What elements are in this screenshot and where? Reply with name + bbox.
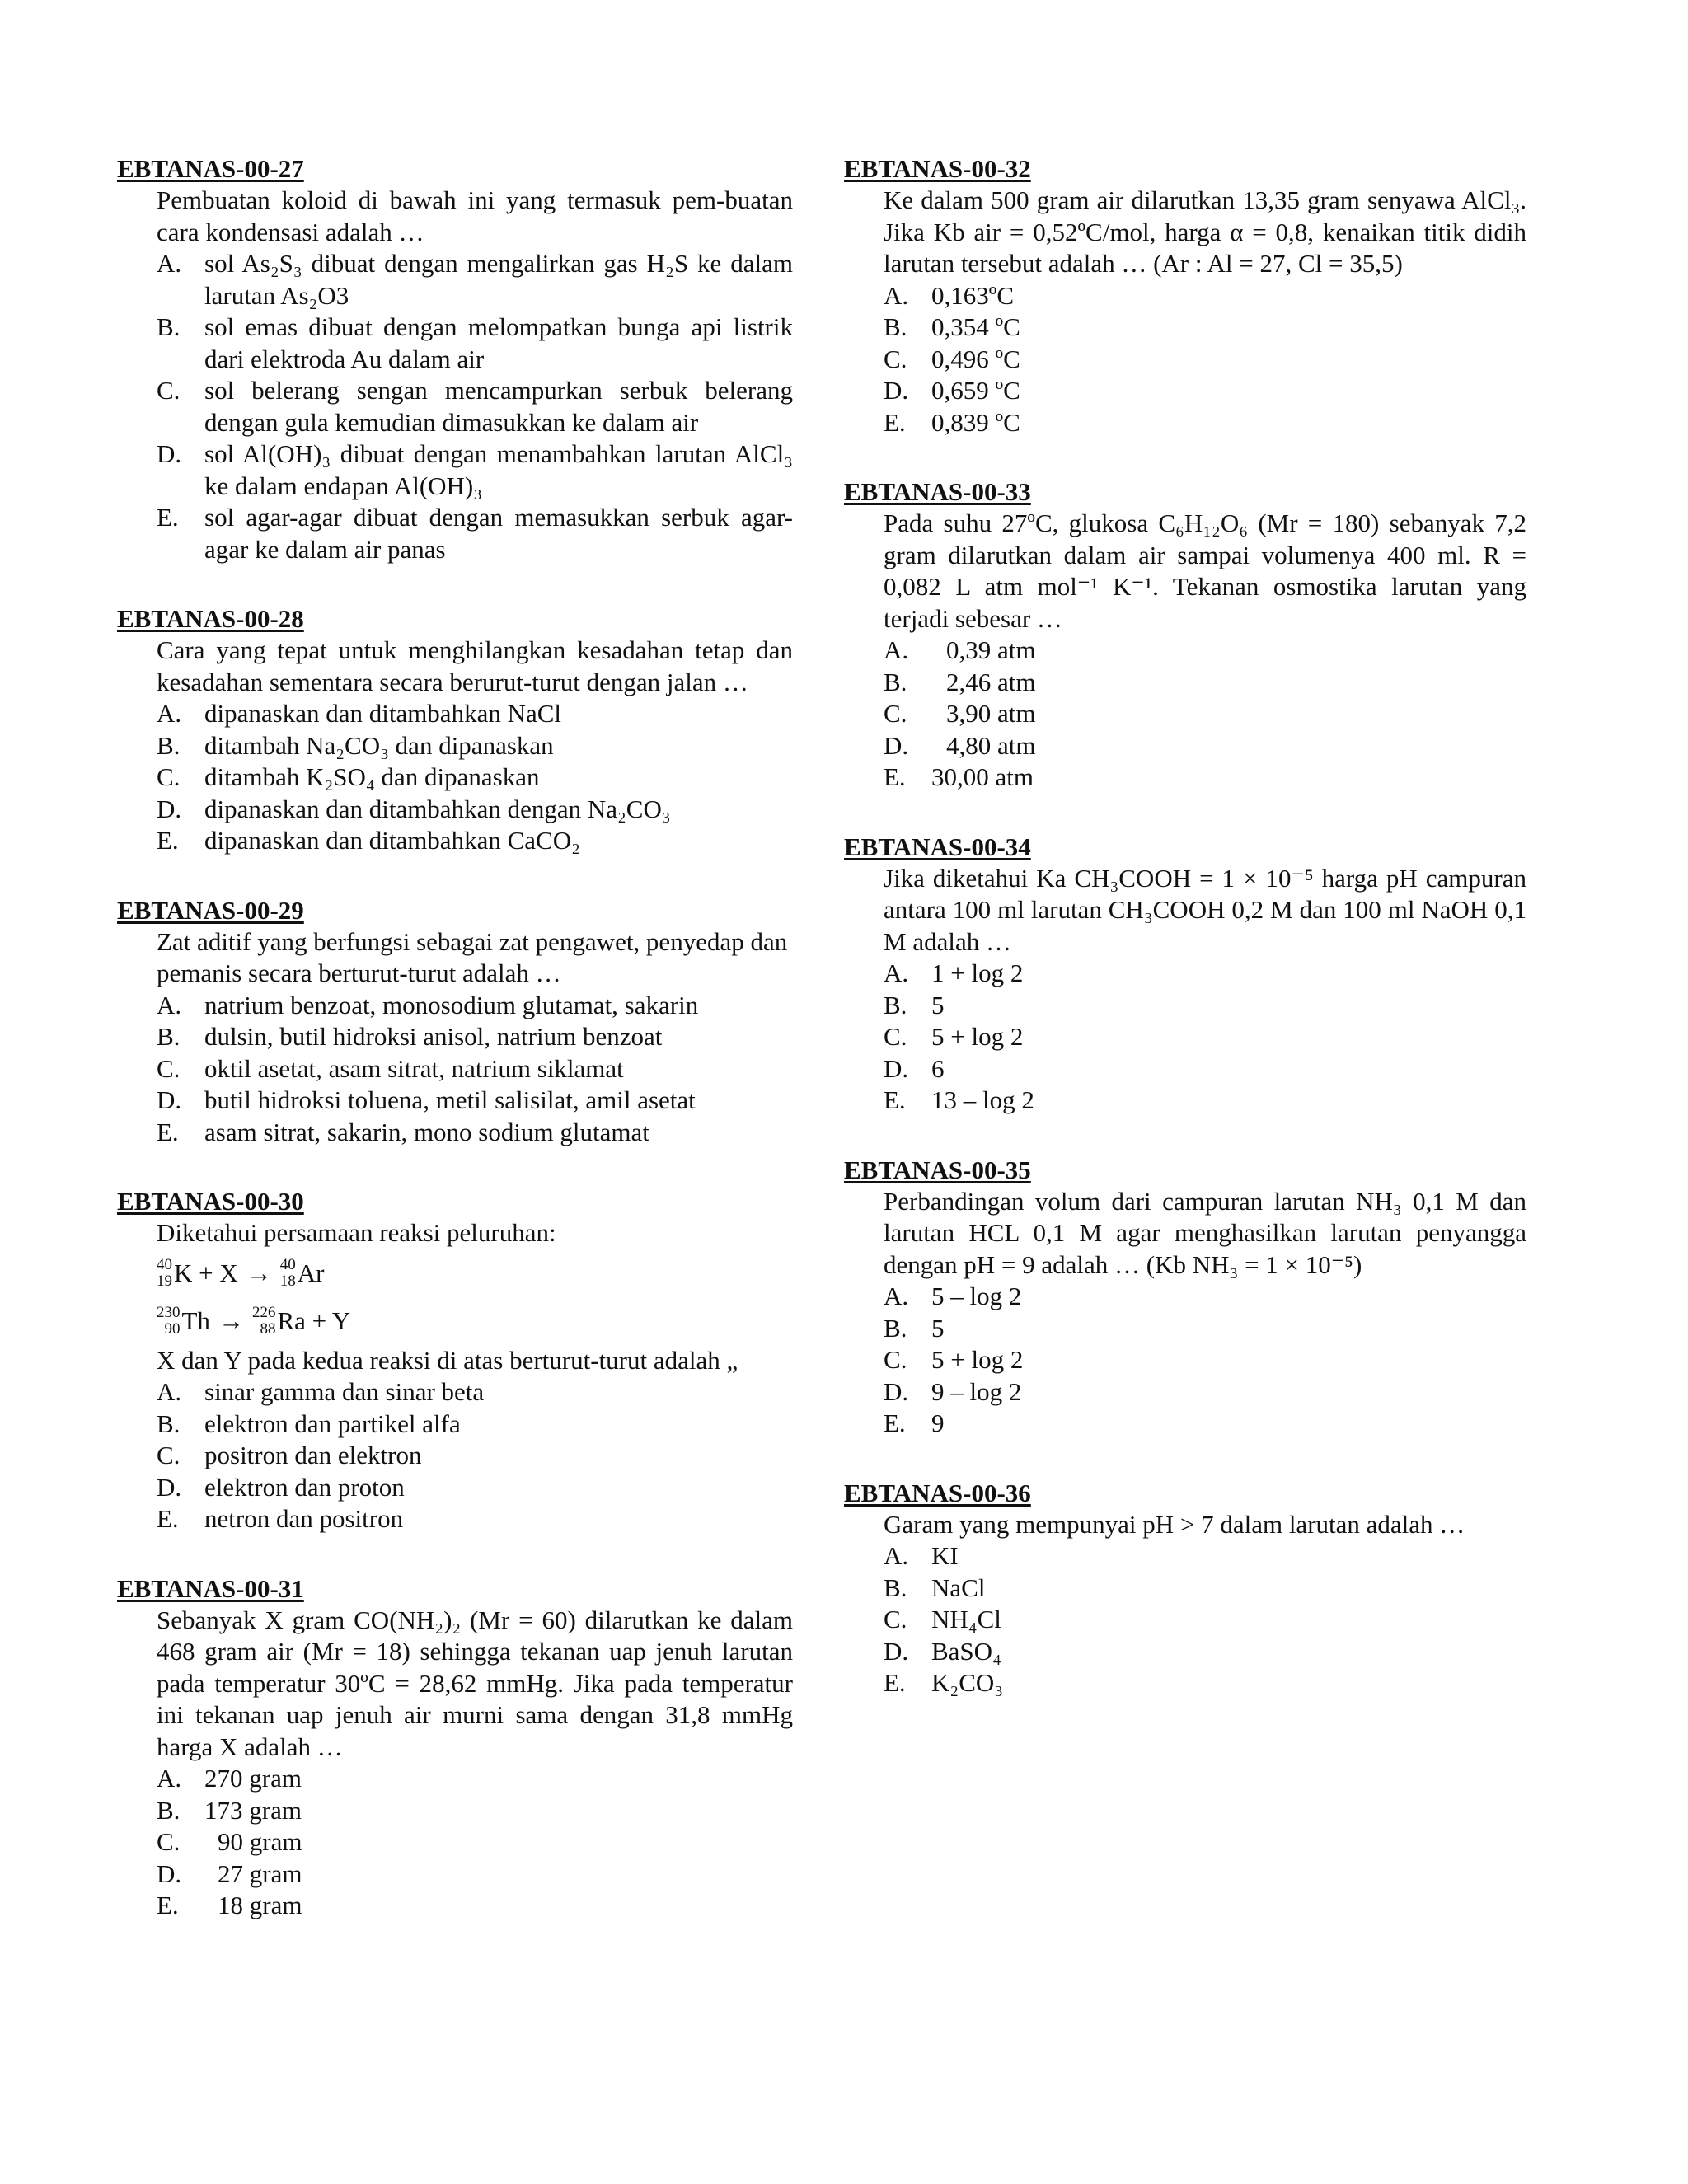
option-text: NaCl	[931, 1572, 986, 1602]
option-text: sol As₂S₃ dibuat dengan mengalirkan gas H₂S ke dalam larutan As₂O3	[204, 249, 793, 310]
option-d	[157, 1858, 793, 1891]
mass-number: 226	[251, 1303, 276, 1321]
option-text: netron dan positron	[204, 1504, 404, 1533]
question-header: EBTANAS-00-27	[117, 154, 304, 183]
option-letter: C.	[157, 1827, 181, 1856]
option-letter: C.	[157, 376, 181, 405]
option-a	[884, 280, 1526, 312]
option-text: ditambah K₂SO₄ dan dipanaskan	[204, 762, 540, 791]
option-text: sol Al(OH)₃ dibuat dengan menambahkan larutan AlCl₃ ke dalam endapan Al(OH)₃	[204, 439, 793, 500]
option-b	[884, 667, 1526, 699]
option-b	[884, 1572, 1526, 1605]
option-text: dipanaskan dan ditambahkan CaCO₂	[204, 826, 580, 855]
option-text: 0,39 atm	[946, 635, 1036, 664]
option-d	[884, 730, 1526, 762]
option-letter: A.	[157, 1377, 182, 1406]
option-c	[157, 1440, 793, 1472]
option-letter: A.	[884, 280, 909, 310]
option-letter: C.	[157, 762, 181, 791]
option-b	[157, 1795, 793, 1827]
option-letter: D.	[884, 376, 909, 405]
option-letter: A.	[884, 1282, 909, 1310]
question-35	[844, 1155, 1526, 1440]
option-d	[157, 1085, 793, 1117]
option-letter: D.	[884, 730, 909, 760]
option-letter: E.	[884, 407, 906, 437]
option-letter: B.	[884, 990, 907, 1019]
reaction-equation-2	[157, 1297, 793, 1345]
option-c	[884, 344, 1526, 376]
option-letter: D.	[157, 1472, 182, 1502]
option-text: 9 – log 2	[931, 1376, 1022, 1406]
reaction-equation-1	[157, 1249, 793, 1297]
nuclide-symbol: Th	[181, 1305, 210, 1335]
option-c	[157, 375, 793, 438]
option-a	[884, 635, 1526, 667]
option-letter: C.	[884, 1605, 907, 1633]
option-text: 27 gram	[218, 1858, 302, 1888]
option-a	[884, 958, 1526, 990]
question-header: EBTANAS-00-28	[117, 604, 304, 633]
nuclide-symbol: K + X	[174, 1258, 238, 1287]
option-letter: B.	[157, 312, 181, 341]
option-text: KI	[931, 1541, 959, 1570]
option-a	[884, 1281, 1526, 1313]
option-text: elektron dan proton	[204, 1472, 405, 1502]
option-letter: A.	[884, 1541, 909, 1570]
option-text: 173 gram	[204, 1795, 302, 1825]
reaction-arrow: →	[246, 1258, 272, 1287]
option-letter: D.	[884, 1636, 909, 1666]
nuclide-k	[157, 1249, 238, 1297]
option-letter: B.	[157, 1022, 181, 1051]
option-b	[157, 730, 793, 762]
option-letter: B.	[884, 1313, 907, 1343]
question-header: EBTANAS-00-32	[844, 154, 1031, 183]
question-header: EBTANAS-00-30	[117, 1187, 304, 1216]
option-text: 1 + log 2	[931, 958, 1024, 987]
option-text: elektron dan partikel alfa	[204, 1408, 461, 1438]
option-a	[884, 1540, 1526, 1572]
option-letter: A.	[157, 990, 182, 1019]
option-b	[157, 1021, 793, 1053]
option-text: 9	[931, 1408, 945, 1437]
question-stem: Garam yang mempunyai pH > 7 dalam larutan adalah …	[884, 1509, 1465, 1539]
nuclide-ra	[252, 1297, 350, 1345]
option-text: dipanaskan dan ditambahkan NaCl	[204, 699, 562, 728]
atomic-number: 18	[279, 1272, 296, 1290]
mass-number: 230	[157, 1303, 181, 1321]
left-column	[117, 153, 793, 1960]
option-d	[884, 1636, 1526, 1668]
option-letter: A.	[157, 699, 182, 728]
option-c	[884, 1344, 1526, 1376]
nuclide-ar	[280, 1249, 325, 1297]
option-letter: D.	[157, 1085, 182, 1114]
question-27	[117, 153, 793, 565]
option-text: K₂CO₃	[931, 1668, 1004, 1697]
option-text: dipanaskan dan ditambahkan dengan Na₂CO₃	[204, 794, 671, 823]
option-text: 5 – log 2	[931, 1282, 1022, 1310]
option-e	[157, 502, 793, 565]
question-28	[117, 603, 793, 857]
option-e	[884, 1667, 1526, 1699]
question-stem: Pembuatan koloid di bawah ini yang termasuk pem-buatan cara kondensasi adalah …	[157, 185, 793, 246]
question-stem: Sebanyak X gram CO(NH₂)₂ (Mr = 60) dilarutkan ke dalam 468 gram air (Mr = 18) sehingga tekanan uap jenuh larutan pada temperatur 30ºC = 28,62 mmHg. Jika pada temperatur ini tekanan uap jenuh air murni sama dengan 31,8 mmHg harga X adalah …	[157, 1605, 793, 1761]
option-letter: E.	[884, 1408, 906, 1437]
option-text: 0,659 ºC	[931, 376, 1020, 405]
option-letter: C.	[884, 699, 907, 728]
option-letter: A.	[157, 249, 182, 278]
option-d	[157, 438, 793, 502]
question-33	[844, 476, 1526, 794]
question-header: EBTANAS-00-29	[117, 895, 304, 925]
option-letter: B.	[157, 1795, 181, 1825]
question-31	[117, 1573, 793, 1922]
question-header: EBTANAS-00-33	[844, 477, 1031, 506]
option-letter: E.	[157, 1117, 179, 1146]
option-text: 0,354 ºC	[931, 312, 1020, 341]
option-letter: C.	[157, 1441, 181, 1469]
option-text: dulsin, butil hidroksi anisol, natrium benzoat	[204, 1022, 663, 1051]
option-a	[157, 248, 793, 312]
question-36	[844, 1478, 1526, 1699]
question-32	[844, 153, 1526, 438]
atomic-number: 88	[260, 1319, 276, 1338]
option-b	[157, 312, 793, 375]
option-letter: A.	[884, 635, 909, 664]
option-c	[157, 762, 793, 794]
option-letter: E.	[884, 1085, 906, 1114]
nuclide-symbol: Ra + Y	[277, 1305, 351, 1335]
option-letter: A.	[884, 958, 909, 987]
option-text: BaSO₄	[931, 1636, 1001, 1666]
option-d	[157, 1472, 793, 1504]
question-29	[117, 895, 793, 1149]
option-d	[157, 794, 793, 826]
option-text: sol emas dibuat dengan melompatkan bunga api listrik dari elektroda Au dalam air	[204, 312, 793, 373]
question-stem: Ke dalam 500 gram air dilarutkan 13,35 gram senyawa AlCl₃. Jika Kb air = 0,52ºC/mol, harga α = 0,8, kenaikan titik didih larutan tersebut adalah … (Ar : Al = 27, Cl = 35,5)	[884, 185, 1526, 278]
option-e	[157, 1503, 793, 1535]
option-text: positron dan elektron	[204, 1441, 422, 1469]
option-letter: B.	[884, 312, 907, 341]
option-b	[884, 312, 1526, 344]
option-text: 90 gram	[218, 1827, 302, 1856]
question-stem: Zat aditif yang berfungsi sebagai zat pengawet, penyedap dan pemanis secara berturut-turut adalah …	[157, 926, 788, 987]
reaction-arrow: →	[218, 1305, 244, 1335]
atomic-number: 90	[164, 1319, 181, 1338]
question-header: EBTANAS-00-31	[117, 1573, 304, 1603]
option-letter: D.	[157, 1858, 182, 1888]
option-text: 4,80 atm	[946, 730, 1036, 760]
option-letter: D.	[157, 439, 182, 468]
option-letter: C.	[157, 1053, 181, 1083]
option-c	[884, 1604, 1526, 1636]
option-d	[884, 1053, 1526, 1085]
nuclide-symbol: Ar	[297, 1258, 325, 1287]
option-text: 13 – log 2	[931, 1085, 1034, 1114]
option-c	[157, 1826, 793, 1858]
option-c	[884, 698, 1526, 730]
option-text: ditambah Na₂CO₃ dan dipanaskan	[204, 730, 554, 760]
question-header: EBTANAS-00-36	[844, 1478, 1031, 1507]
option-letter: C.	[884, 344, 907, 373]
option-text: 5 + log 2	[931, 1022, 1024, 1051]
question-stem: Diketahui persamaan reaksi peluruhan:	[157, 1218, 556, 1247]
option-text: 0,839 ºC	[931, 407, 1020, 437]
mass-number: 40	[279, 1255, 296, 1273]
option-a	[157, 990, 793, 1022]
option-letter: E.	[157, 1891, 179, 1919]
option-text: butil hidroksi toluena, metil salisilat, amil asetat	[204, 1085, 696, 1114]
option-text: 5	[931, 990, 945, 1019]
question-stem: Pada suhu 27ºC, glukosa C₆H₁₂O₆ (Mr = 180) sebanyak 7,2 gram dilarutkan dalam air sampai volumenya 400 ml. R = 0,082 L atm mol⁻¹ K⁻¹. Tekanan osmostika larutan yang terjadi sebesar …	[884, 509, 1526, 633]
option-letter: D.	[884, 1376, 909, 1406]
question-stem: Jika diketahui Ka CH₃COOH = 1 × 10⁻⁵ harga pH campuran antara 100 ml larutan CH₃COOH 0,2 M dan 100 ml NaOH 0,1 M adalah …	[884, 863, 1526, 956]
option-text: 6	[931, 1053, 945, 1083]
option-text: 270 gram	[204, 1764, 302, 1793]
option-text: asam sitrat, sakarin, mono sodium glutamat	[204, 1117, 649, 1146]
question-stem: Perbandingan volum dari campuran larutan NH₃ 0,1 M dan larutan HCL 0,1 M agar menghasilkan larutan penyangga dengan pH = 9 adalah … (Kb NH₃ = 1 × 10⁻⁵)	[884, 1186, 1526, 1279]
option-letter: E.	[884, 1668, 906, 1697]
option-letter: E.	[157, 1504, 179, 1533]
question-30	[117, 1186, 793, 1535]
option-a	[157, 1763, 793, 1795]
option-text: sinar gamma dan sinar beta	[204, 1377, 485, 1406]
option-letter: B.	[157, 730, 181, 760]
question-34	[844, 832, 1526, 1117]
option-letter: E.	[157, 503, 179, 532]
question-header: EBTANAS-00-35	[844, 1155, 1031, 1184]
nuclide-th	[157, 1297, 210, 1345]
option-e	[884, 1085, 1526, 1117]
option-a	[157, 1376, 793, 1408]
option-text: 0,496 ºC	[931, 344, 1020, 373]
option-text: sol belerang sengan mencampurkan serbuk belerang dengan gula kemudian dimasukkan ke dalam air	[204, 376, 793, 437]
option-text: 5	[931, 1313, 945, 1343]
mass-number: 40	[157, 1255, 172, 1273]
option-text: 0,163ºC	[931, 280, 1015, 310]
question-header: EBTANAS-00-34	[844, 832, 1031, 861]
option-text: 2,46 atm	[946, 667, 1036, 696]
option-letter: B.	[884, 667, 907, 696]
option-text: 30,00 atm	[931, 762, 1034, 791]
option-text: 18 gram	[218, 1891, 302, 1919]
option-letter: E.	[884, 762, 906, 791]
option-letter: A.	[157, 1764, 182, 1793]
option-text: sol agar-agar dibuat dengan memasukkan serbuk agar-agar ke dalam air panas	[204, 503, 793, 564]
option-letter: C.	[884, 1345, 907, 1374]
option-text: 3,90 atm	[946, 699, 1036, 728]
option-letter: B.	[157, 1408, 181, 1438]
option-text: natrium benzoat, monosodium glutamat, sakarin	[204, 990, 699, 1019]
option-text: NH₄Cl	[931, 1605, 1001, 1633]
option-b	[884, 990, 1526, 1022]
right-column	[844, 153, 1526, 1737]
option-d	[884, 375, 1526, 407]
option-text: 5 + log 2	[931, 1345, 1024, 1374]
atomic-number: 19	[157, 1272, 172, 1290]
option-e	[157, 1890, 793, 1922]
option-e	[157, 1117, 793, 1149]
option-c	[157, 1053, 793, 1085]
option-letter: C.	[884, 1022, 907, 1051]
question-stem-continued: X dan Y pada kedua reaksi di atas berturut-turut adalah „	[157, 1345, 738, 1375]
option-letter: D.	[157, 794, 182, 823]
option-e	[157, 825, 793, 857]
option-letter: B.	[884, 1572, 907, 1602]
option-b	[157, 1408, 793, 1441]
option-letter: E.	[157, 826, 179, 855]
question-stem: Cara yang tepat untuk menghilangkan kesadahan tetap dan kesadahan sementara secara berurut-turut dengan jalan …	[157, 635, 793, 696]
option-c	[884, 1021, 1526, 1053]
option-b	[884, 1313, 1526, 1345]
option-letter: D.	[884, 1053, 909, 1083]
option-e	[884, 762, 1526, 794]
option-a	[157, 698, 793, 730]
option-e	[884, 407, 1526, 439]
option-d	[884, 1376, 1526, 1408]
option-e	[884, 1408, 1526, 1440]
option-text: oktil asetat, asam sitrat, natrium siklamat	[204, 1053, 624, 1083]
